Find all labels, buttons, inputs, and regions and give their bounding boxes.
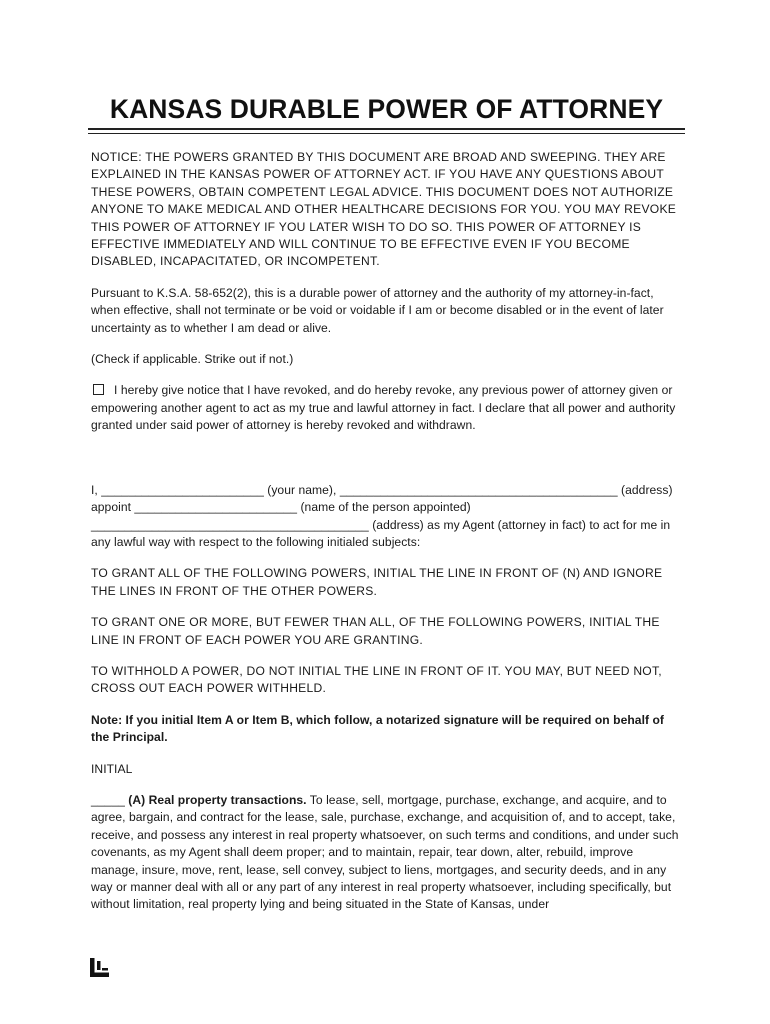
document-body	[91, 149, 681, 928]
title-rule-thick	[88, 128, 685, 130]
pursuant-paragraph: Pursuant to K.S.A. 58-652(2), this is a durable power of attorney and the authority of my attorney-in-fact, when effective, shall not terminate or be void or voidable if I am or become disabled or in the event of later uncertainty as to whether I am dead or alive.	[91, 285, 664, 335]
revoke-text: I hereby give notice that I have revoked, and do hereby revoke, any previous power of attorney given or empowering another agent to act as my true and lawful attorney in fact. I declare that all power and authority granted under said power of attorney is hereby revoked and withdrawn.	[91, 383, 676, 433]
grant-all-paragraph: TO GRANT ALL OF THE FOLLOWING POWERS, INITIAL THE LINE IN FRONT OF (N) AND IGNORE THE LINES IN FRONT OF THE OTHER POWERS.	[91, 566, 663, 598]
revoke-checkbox[interactable]	[93, 384, 104, 395]
grant-some-paragraph: TO GRANT ONE OR MORE, BUT FEWER THAN ALL, OF THE FOLLOWING POWERS, INITIAL THE LINE IN FRONT OF EACH POWER YOU ARE GRANTING.	[91, 615, 660, 647]
appoint-paragraph: I, ________________________ (your name), _________________________________________ (address) appoint ________________________ (name of the person appointed) _________________________________________ (address) as my Agent (attorney in fact) to act for me in any lawful way with respect to the following initialed subjects:	[91, 482, 673, 549]
item-a-text: To lease, sell, mortgage, purchase, exchange, and acquire, and to agree, bargain, and contract for the lease, sale, purchase, exchange, and acquisition of, and to accept, take, receive, and possess any interest in real property whatsoever, on such terms and conditions, and under such covenants, as my Agent shall deem proper; and to maintain, repair, tear down, alter, rebuild, improve manage, insure, move, rent, lease, sell convey, subject to liens, mortgages, and security deeds, and in any way or manner deal with all or any part of any interest in real property whatsoever, including specifically, but without limitation, real property lying and being situated in the State of Kansas, under	[91, 792, 679, 912]
initial-label: INITIAL	[91, 761, 133, 776]
check-note: (Check if applicable. Strike out if not.)	[91, 352, 294, 367]
item-a-heading: (A) Real property transactions.	[128, 792, 307, 807]
notice-paragraph: NOTICE: THE POWERS GRANTED BY THIS DOCUMENT ARE BROAD AND SWEEPING. THEY ARE EXPLAINED IN THE KANSAS POWER OF ATTORNEY ACT. IF YOU HAVE ANY QUESTIONS ABOUT THESE POWERS, OBTAIN COMPETENT LEGAL ADVICE. THIS DOCUMENT DOES NOT AUTHORIZE ANYONE TO MAKE MEDICAL AND OTHER HEALTHCARE DECISIONS FOR YOU. YOU MAY REVOKE THIS POWER OF ATTORNEY IF YOU LATER WISH TO DO SO. THIS POWER OF ATTORNEY IS EFFECTIVE IMMEDIATELY AND WILL CONTINUE TO BE EFFECTIVE EVEN IF YOU BECOME DISABLED, INCAPACITATED, OR INCOMPETENT.	[91, 150, 677, 269]
item-a-initial-line[interactable]: _____	[91, 792, 129, 807]
withhold-paragraph: TO WITHHOLD A POWER, DO NOT INITIAL THE LINE IN FRONT OF IT. YOU MAY, BUT NEED NOT, CROSS OUT EACH POWER WITHHELD.	[91, 663, 662, 696]
item-a-paragraph	[91, 792, 681, 914]
document-title: KANSAS DURABLE POWER OF ATTORNEY	[109, 94, 664, 124]
title-rule-thin	[88, 133, 685, 134]
document-logo-icon	[90, 958, 110, 983]
revoke-paragraph	[91, 382, 681, 434]
notarization-note: Note: If you initial Item A or Item B, which follow, a notarized signature will be required on behalf of the Principal.	[91, 712, 664, 745]
